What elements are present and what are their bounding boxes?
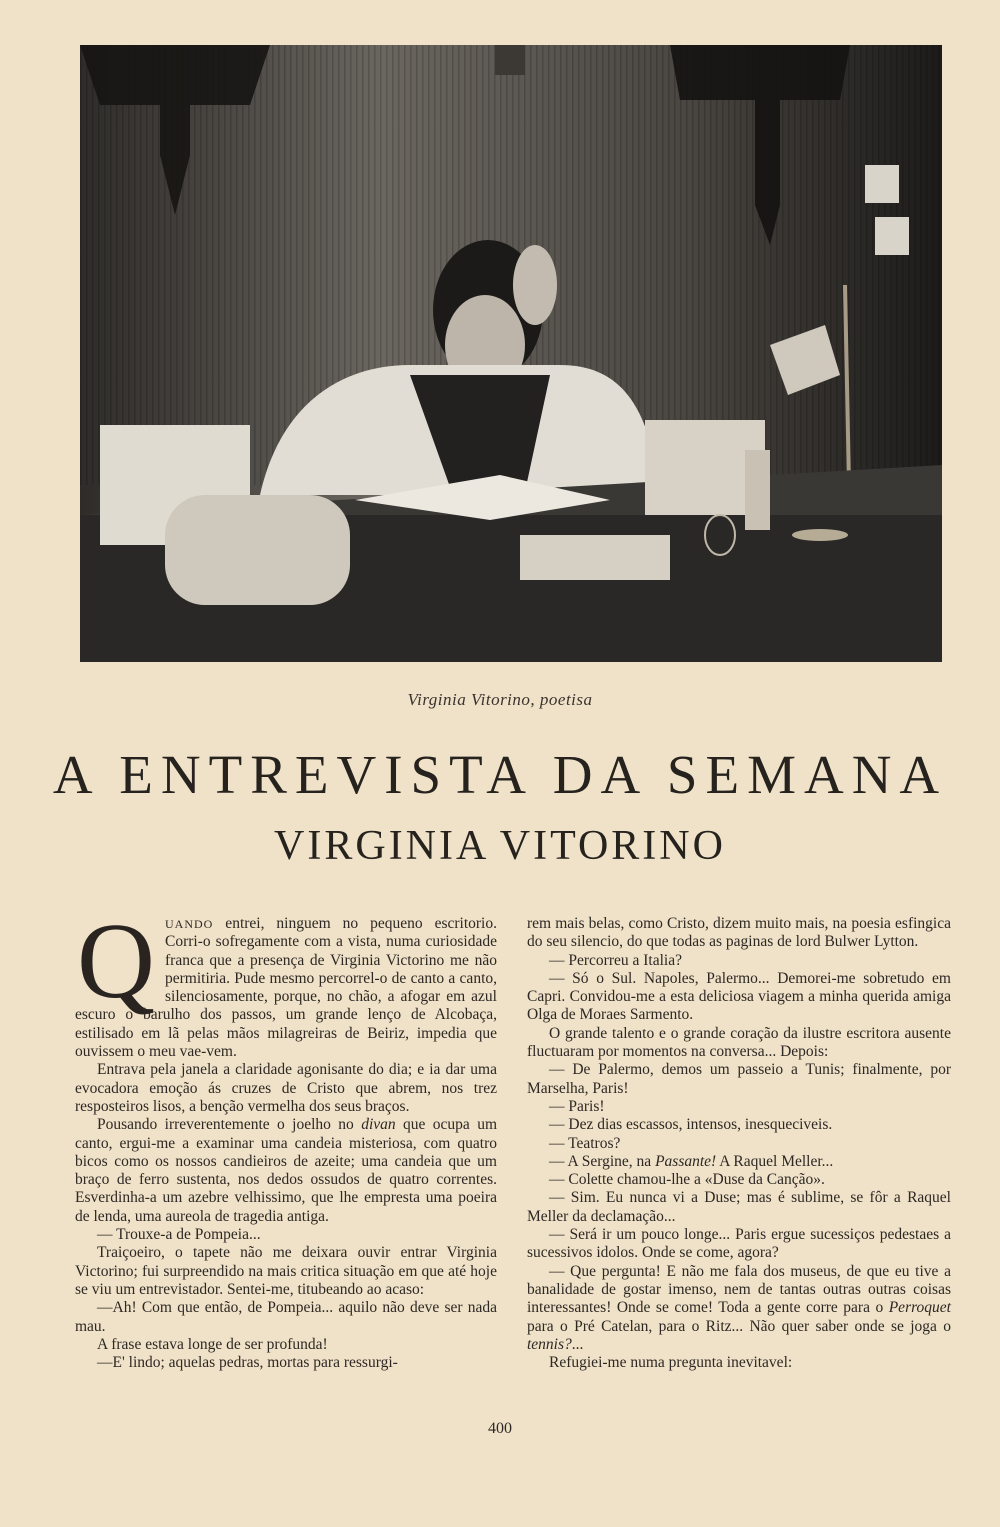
paragraph [527,1153,951,1171]
paragraph-text: A Raquel Meller... [716,1152,834,1170]
paragraph: Entrava pela janela a claridade agonisante do dia; e ia dar uma evocadora emoção ás cruzes de Cristo que abrem, nos trez resposteiros lisos, a benção vermelha dos seus braços. [75,1061,497,1115]
italic-word: tennis? [527,1335,572,1353]
paragraph-text: Pousando irreverentemente o joelho no [97,1116,362,1134]
article-column-left [75,902,497,1372]
paragraph: — Percorreu a Italia? [549,951,682,969]
paragraph: Refugiei-me numa pregunta inevitavel: [549,1354,793,1372]
photograph [80,45,942,662]
italic-word: Passante! [655,1152,717,1170]
paragraph-text: entrei, ninguem no pequeno escritorio. Corri-o sofregamente com a vista, numa curiosidade franca que a presença de Virginia Victorino me não permitiria. Pude mesmo percorrel-o de canto a canto, silenciosamente, porque, no chão, a afogar em azul escuro o barulho dos passos, um grande lenço de Alcobaça, estilisado em lã pelas mãos milagreiras de Beiriz, impedia que ouvissem o meu vae-vem. [75,915,497,1061]
paragraph-text: — A Sergine, na [549,1152,656,1170]
paragraph: — De Palermo, demos um passeio a Tunis; finalmente, por Marselha, Paris! [527,1061,951,1097]
lead-smallcaps: UANDO [165,917,214,931]
paragraph: A frase estava longe de ser profunda! [97,1335,328,1353]
paragraph-text: ... [571,1335,584,1353]
paragraph: — Trouxe-a de Pompeia... [97,1226,261,1244]
paragraph: — Só o Sul. Napoles, Palermo... Demorei-me sobretudo em Capri. Convidou-me a esta deliciosa viagem a minha querida amiga Olga de Moraes Sarmento. [527,969,951,1024]
paragraph: — Colette chamou-lhe a «Duse da Canção». [549,1171,825,1189]
paragraph: — Paris! [549,1097,605,1115]
paragraph: — Será ir um pouco longe... Paris ergue sucessiços pedestaes a sucessivos idolos. Onde se come, agora? [527,1226,951,1262]
paragraph: —E' lindo; aquelas pedras, mortas para ressurgi- [97,1354,398,1372]
article-column-right [527,915,951,1372]
paragraph [527,1263,951,1354]
page-number: 400 [488,1420,512,1437]
photo-caption: Virginia Vitorino, poetisa [407,690,593,709]
paragraph [75,902,497,1061]
italic-word: Perroquet [888,1299,951,1317]
paragraph: rem mais belas, como Cristo, dizem muito mais, na poesia esfingica do seu silencio, do que todas as paginas de lord Bulwer Lytton. [527,915,951,951]
paragraph: — Dez dias escassos, intensos, inesqueciveis. [549,1116,833,1134]
paragraph: O grande talento e o grande coração da ilustre escritora ausente fluctuaram por momentos na conversa... Depois: [527,1024,951,1061]
headline: A ENTREVISTA DA SEMANA [52,744,948,805]
paragraph [75,1116,497,1226]
paragraph-text: para o Pré Catelan, para o Ritz... Não quer saber onde se joga o [527,1317,951,1335]
paragraph-text: — Que pergunta! E não me fala dos museus, de que eu tive a banalidade de gostar imenso, nem de tantas outras outras coisas interessantes! Onde se come! Toda a gente corre para o [527,1262,951,1317]
paragraph: — Sim. Eu nunca vi a Duse; mas é sublime, se fôr a Raquel Meller da declamação... [527,1189,951,1225]
paragraph-text: que ocupa um canto, ergui-me a examinar uma candeia misteriosa, com quatro bicos como os nossos candieiros de azeite; uma candeia que um braço de ferro sustenta, nos dedos ossudos de quatro correntes. Esverdinha-a um azebre velhissimo, que lhe empresta uma poeira de lenda, uma aureola de tragedia antiga. [75,1116,497,1225]
paragraph: — Teatros? [549,1134,621,1152]
drop-cap: Q [77,902,155,1021]
subhead: VIRGINIA VITORINO [274,823,726,869]
woman-reading-photo [80,45,942,662]
paragraph: —Ah! Com que então, de Pompeia... aquilo não deve ser nada mau. [75,1299,497,1335]
italic-word: divan [361,1116,396,1134]
paragraph: Traiçoeiro, o tapete não me deixara ouvir entrar Virginia Victorino; fui surpreendido na mais critica situação em que até hoje se viu um entrevistador. Sentei-me, titubeando ao acaso: [75,1244,497,1298]
